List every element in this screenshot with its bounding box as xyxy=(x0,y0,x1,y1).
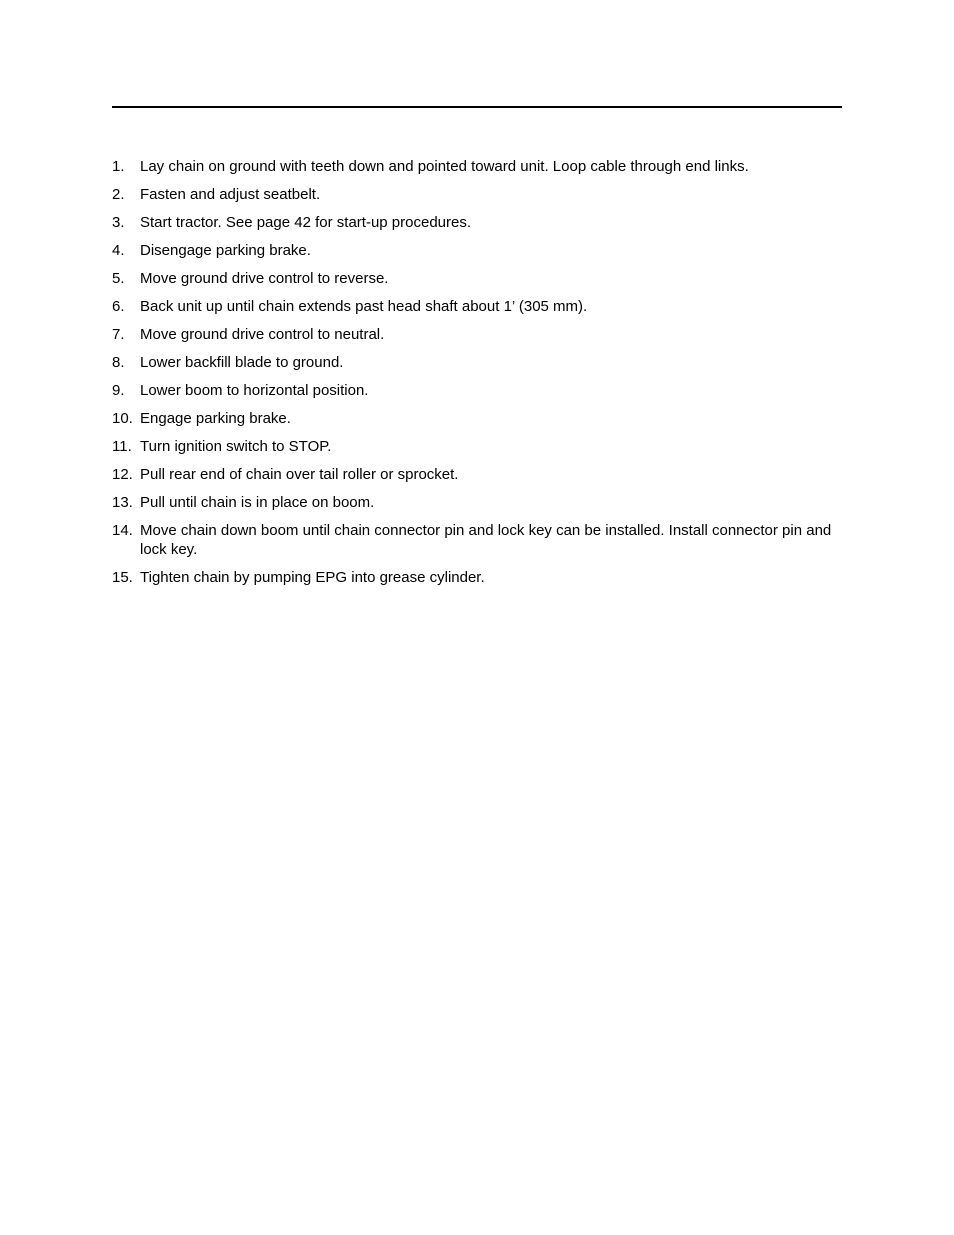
step-text: Move ground drive control to reverse. xyxy=(140,270,389,287)
step-text: Turn ignition switch to STOP. xyxy=(140,438,332,455)
step-number: 12. xyxy=(112,466,133,483)
header-rule xyxy=(112,106,842,108)
step-number: 3. xyxy=(112,214,125,231)
step-number: 15. xyxy=(112,569,133,586)
step-text: Tighten chain by pumping EPG into grease cylinder. xyxy=(140,569,485,586)
step-number: 8. xyxy=(112,354,125,371)
step-item xyxy=(112,213,842,232)
step-text: Pull until chain is in place on boom. xyxy=(140,494,375,511)
step-number: 13. xyxy=(112,494,133,511)
step-number: 6. xyxy=(112,298,125,315)
procedure-steps xyxy=(112,157,842,596)
step-item xyxy=(112,493,842,512)
step-number: 1. xyxy=(112,158,125,175)
step-text: Back unit up until chain extends past head shaft about 1’ (305 mm). xyxy=(140,298,588,315)
step-item xyxy=(112,185,842,204)
step-item xyxy=(112,297,842,316)
step-item xyxy=(112,465,842,484)
step-text: Move chain down boom until chain connector pin and lock key can be installed. Install connector pin and lock key. xyxy=(140,522,832,558)
step-number: 11. xyxy=(112,438,132,455)
step-item xyxy=(112,157,842,176)
step-item xyxy=(112,521,842,559)
step-item xyxy=(112,381,842,400)
step-item xyxy=(112,437,842,456)
step-text: Engage parking brake. xyxy=(140,410,291,427)
step-number: 9. xyxy=(112,382,125,399)
step-number: 2. xyxy=(112,186,125,203)
step-text: Disengage parking brake. xyxy=(140,242,311,259)
step-item xyxy=(112,269,842,288)
step-item xyxy=(112,568,842,587)
step-text: Lower backfill blade to ground. xyxy=(140,354,344,371)
step-number: 4. xyxy=(112,242,125,259)
step-text: Lower boom to horizontal position. xyxy=(140,382,369,399)
step-text: Pull rear end of chain over tail roller or sprocket. xyxy=(140,466,459,483)
step-item xyxy=(112,241,842,260)
step-number: 7. xyxy=(112,326,125,343)
step-text: Fasten and adjust seatbelt. xyxy=(140,186,321,203)
step-text: Lay chain on ground with teeth down and pointed toward unit. Loop cable through end links. xyxy=(140,158,749,175)
step-number: 14. xyxy=(112,522,133,539)
step-number: 10. xyxy=(112,410,133,427)
step-item xyxy=(112,353,842,372)
step-item xyxy=(112,409,842,428)
step-item xyxy=(112,325,842,344)
step-number: 5. xyxy=(112,270,125,287)
step-text: Start tractor. See page 42 for start-up procedures. xyxy=(140,214,472,231)
step-text: Move ground drive control to neutral. xyxy=(140,326,385,343)
